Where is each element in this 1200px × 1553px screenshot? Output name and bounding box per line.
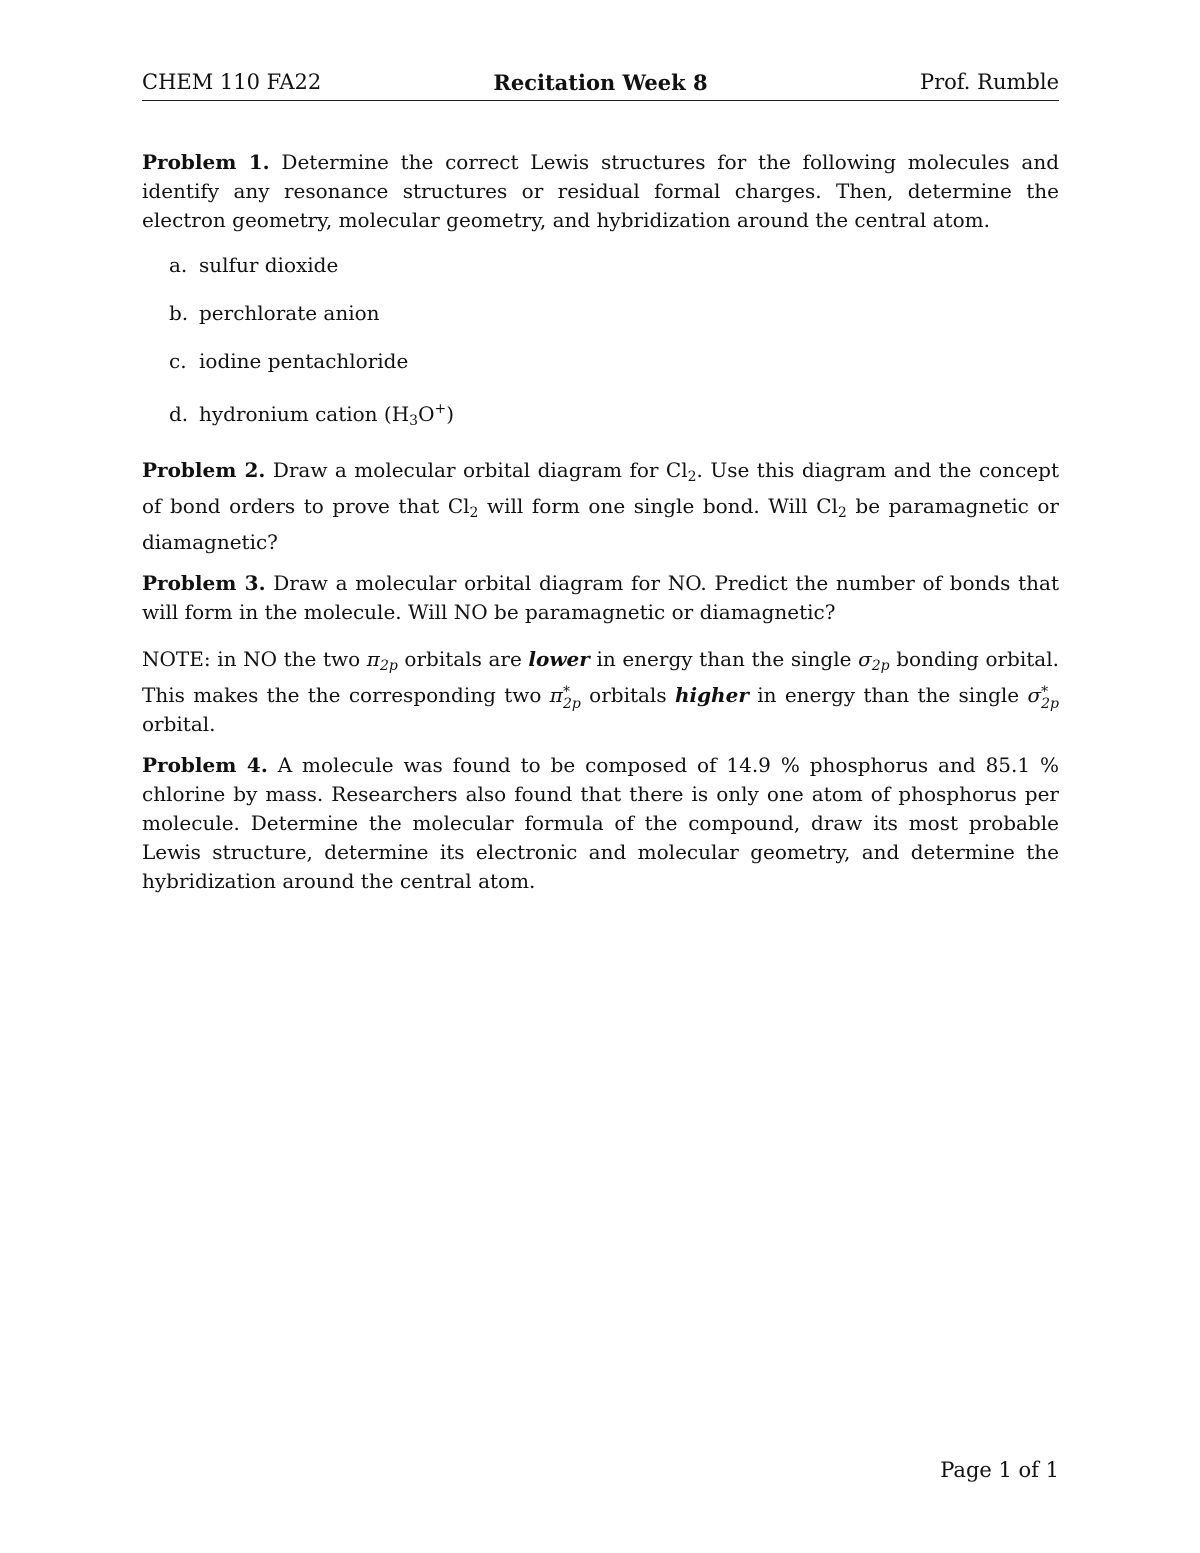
item-text: sulfur dioxide xyxy=(199,253,339,277)
document-body xyxy=(142,148,1059,896)
list-item xyxy=(169,395,1059,436)
hydronium-formula: $(H_3O^+)$ xyxy=(383,401,455,429)
problem-3-text: Draw a molecular orbital diagram for NO. Predict the number of bonds that will form in the molecule. Will NO be paramagnetic or diamagnetic? xyxy=(142,571,1059,624)
instructor-name: Prof. Rumble xyxy=(919,70,1059,94)
item-marker: a. xyxy=(169,253,188,277)
note: NOTE: in NO the two $\pi_{2p}$ orbitals are lower in energy than the single $\sigma_{2p}$ bonding orbital. This makes the the corresponding two π * 2p orbitals higher in energy than the single σ * 2p orbital. xyxy=(142,647,1059,736)
page-header xyxy=(142,70,1059,101)
course-code: CHEM 110 FA22 xyxy=(142,70,322,94)
problem-1-text: Determine the correct Lewis structures for the following molecules and identify any resonance structures or residual formal charges. Then, determine the electron geometry, molecular geometry, and hybridization around the central atom. xyxy=(142,150,1059,232)
problem-1-label: Problem 1. xyxy=(142,150,270,174)
problem-2: Problem 2. Draw a molecular orbital diagram for $Cl_2$. Use this diagram and the concept of bond orders to prove that $Cl_2$ will form one single bond. Will $Cl_2$ be paramagnetic or diamagnetic? xyxy=(142,458,1059,554)
item-text: perchlorate anion xyxy=(199,301,380,325)
item-marker: d. xyxy=(169,402,189,426)
problem-4-text: A molecule was found to be composed of 14.9 % phosphorus and 85.1 % chlorine by mass. Researchers also found that there is only one atom of phosphorus per molecule. Determine the molecular formula of the compound, draw its most probable Lewis structure, determine its electronic and molecular geometry, and determine the hybridization around the central atom. xyxy=(142,753,1060,893)
item-marker: b. xyxy=(169,301,189,325)
document-title: Recitation Week 8 xyxy=(493,70,708,95)
page-number: Page 1 of 1 xyxy=(940,1458,1059,1482)
list-item xyxy=(169,251,1059,280)
item-marker: c. xyxy=(169,349,187,373)
problem-4 xyxy=(142,751,1059,896)
list-item xyxy=(169,347,1059,376)
problem-2-label: Problem 2. xyxy=(142,458,266,482)
item-text: iodine pentachloride xyxy=(199,349,409,373)
list-item xyxy=(169,299,1059,328)
problem-4-label: Problem 4. xyxy=(142,753,268,777)
problem-1 xyxy=(142,148,1059,235)
problem-3 xyxy=(142,569,1059,627)
item-text: hydronium cation xyxy=(199,402,378,426)
problem-1-list xyxy=(142,251,1059,436)
problem-3-label: Problem 3. xyxy=(142,571,266,595)
